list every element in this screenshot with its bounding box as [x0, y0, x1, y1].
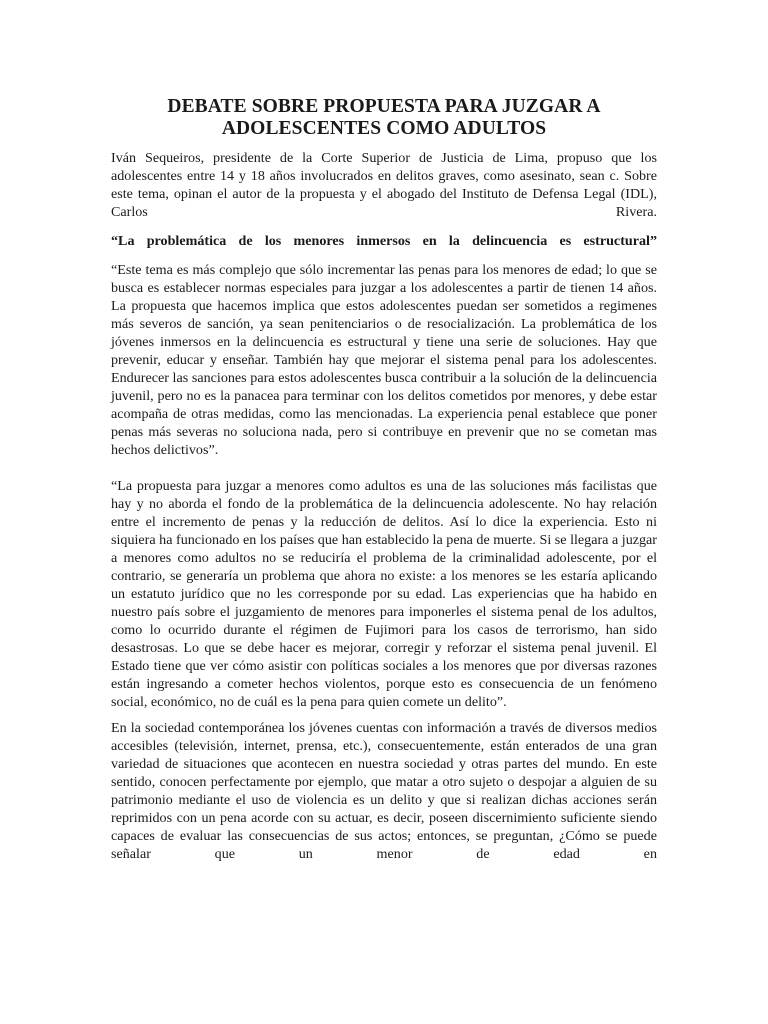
title-line-2: ADOLESCENTES COMO ADULTOS: [221, 118, 547, 139]
paragraph-spacer: [111, 711, 657, 719]
title-line-1: DEBATE SOBRE PROPUESTA PARA JUZGAR A: [167, 96, 601, 117]
paragraph-spacer: [111, 459, 657, 477]
intro-paragraph: Iván Sequeiros, presidente de la Corte Superior de Justicia de Lima, propuso que los adolescentes entre 14 y 18 años involucrados en delitos graves, como asesinato, sean c. Sobre este tema, opinan el autor de la propuesta y el abogado del Instituto de Defensa Legal (IDL), Carlos Rivera.: [111, 150, 657, 220]
document-title: [111, 96, 657, 140]
section-subtitle: “La problemática de los menores inmersos en la delincuencia es estructural”: [111, 233, 657, 249]
paragraph-3: En la sociedad contemporánea los jóvenes cuentas con información a través de diversos medios accesibles (televisión, internet, prensa, etc.), consecuentemente, están enterados de una gran variedad de situaciones que acontecen en nuestra sociedad y otras partes del mundo. En este sentido, conocen perfectamente por ejemplo, que matar a otro sujeto o despojar a alguien de su patrimonio mediante el uso de violencia es un delito y que si realizan dichas acciones serán reprimidos con un pena acorde con su actuar, es decir, poseen discernimiento suficiente siendo capaces de evaluar las consecuencias de sus actos; entonces, se preguntan, ¿Cómo se puede señalar que un menor de edad en: [111, 720, 657, 862]
paragraph-1: “Este tema es más complejo que sólo incrementar las penas para los menores de edad; lo que se busca es establecer normas especiales para juzgar a los adolescentes a partir de tienen 14 años. La propuesta que hacemos implica que estos adolescentes puedan ser sometidos a regimenes más severos de sanción, ya sean penitenciarios o de resocialización. La problemática de los jóvenes inmersos en la delincuencia es estructural y tiene una serie de soluciones. Hay que prevenir, educar y enseñar. También hay que mejorar el sistema penal para los adolescentes. Endurecer las sanciones para estos adolescentes busca contribuir a la solución de la delincuencia juvenil, pero no es la panacea para terminar con los delitos cometidos por menores, y debe estar acompaña de otras medidas, como las mencionadas. La experiencia penal establece que poner penas más severas no soluciona nada, pero si contribuye en prevenir que no se cometan mas hechos delictivos”.: [111, 262, 657, 458]
document-page: [111, 96, 657, 863]
paragraph-2: “La propuesta para juzgar a menores como adultos es una de las soluciones más facilistas que hay y no aborda el fondo de la problemática de la delincuencia adolescente. No hay relación entre el incremento de penas y la reducción de delitos. Así lo dice la experiencia. Esto ni siquiera ha funcionado en los países que han establecido la pena de muerte. Si se llegara a juzgar a menores como adultos no se reduciría el problema de la criminalidad adolescente, por el contrario, se generaría un problema que ahora no existe: a los menores se les estaría aplicando un estatuto jurídico que no les corresponde por su edad. Las experiencias que ha habido en nuestro país sobre el juzgamiento de menores para imponerles el sistema penal de los adultos, como lo ocurrido durante el régimen de Fujimori para los casos de terrorismo, han sido desastrosas. Lo que se debe hacer es mejorar, corregir y reforzar el sistema penal juvenil. El Estado tiene que ver cómo asistir con políticas sociales a los menores que por diversas razones están ingresando a cometer hechos violentos, porque esto es consecuencia de un fenómeno social, económico, no de cuál es la pena para quien comete un delito”.: [111, 478, 657, 710]
